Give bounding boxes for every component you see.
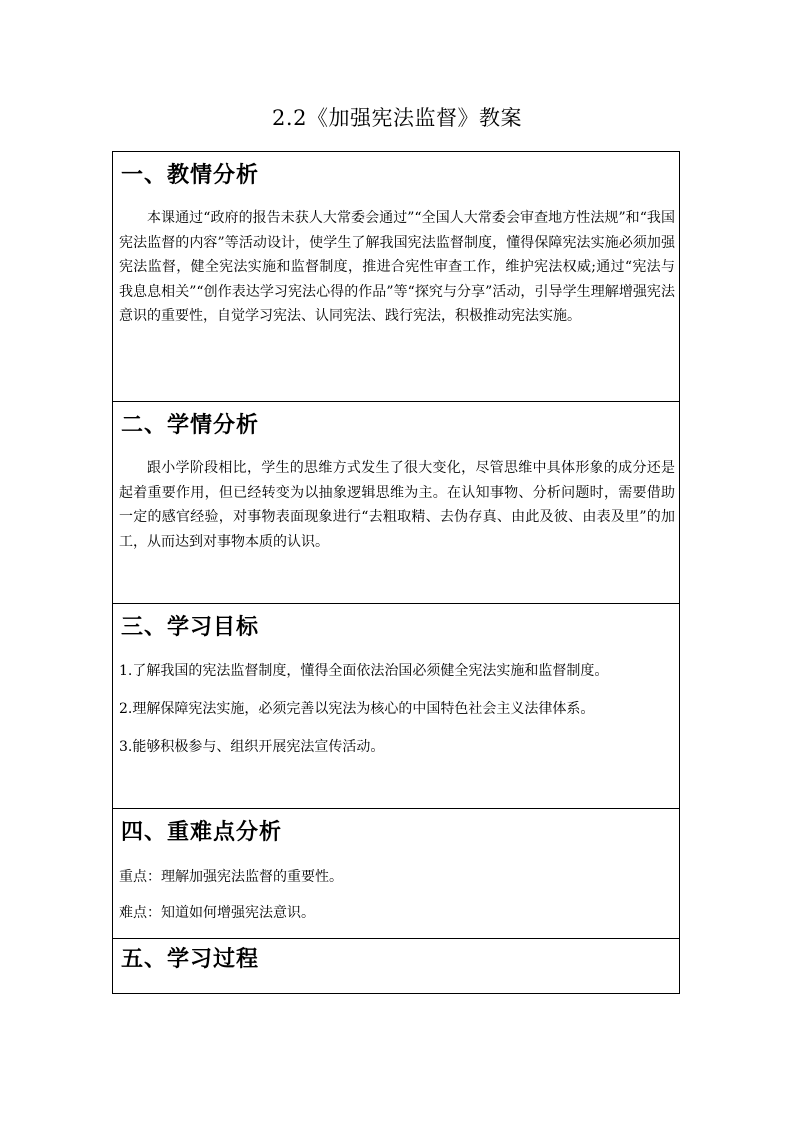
section-heading: 一、教情分析 [121,162,260,188]
list-item: 3.能够积极参与、组织开展宪法宣传活动。 [119,739,385,755]
section-heading: 二、学情分析 [121,412,260,438]
list-item: 难点：知道如何增强宪法意识。 [119,905,315,921]
list-item: 1.了解我国的宪法监督制度，懂得全面依法治国必须健全宪法实施和监督制度。 [119,663,609,679]
section-heading: 五、学习过程 [121,946,260,972]
section-paragraph: 跟小学阶段相比，学生的思维方式发生了很大变化，尽管思维中具体形象的成分还是起着重要作用，但已经转变为以抽象逻辑思维为主。在认知事物、分析问题时，需要借助一定的感官经验，对事物表面现象进行“去粗取精、去伪存真、由此及彼、由表及里”的加工，从而达到对事物本质的认识。 [119,460,675,550]
section-student-analysis [113,402,679,604]
section-heading: 三、学习目标 [121,614,260,640]
section-learning-objectives [113,604,679,809]
section-key-difficult-points [113,809,679,939]
section-heading: 四、重难点分析 [121,819,283,845]
list-item: 重点：理解加强宪法监督的重要性。 [119,869,343,885]
list-item: 2.理解保障宪法实施，必须完善以宪法为核心的中国特色社会主义法律体系。 [119,701,595,717]
lesson-plan-table [112,151,680,994]
section-teaching-analysis [113,152,679,402]
section-paragraph: 本课通过“政府的报告未获人大常委会通过”“全国人大常委会审查地方性法规”和“我国宪法监督的内容”等活动设计，使学生了解我国宪法监督制度，懂得保障宪法实施必须加强宪法监督，健全宪法实施和监督制度，推进合宪性审查工作，维护宪法权威;通过“宪法与我息息相关”“创作表达学习宪法心得的作品”等“探究与分享”活动，引导学生理解增强宪法意识的重要性，自觉学习宪法、认同宪法、践行宪法，积极推动宪法实施。 [119,210,675,324]
section-learning-process [113,939,679,993]
document-title: 2.2《加强宪法监督》教案 [272,106,522,130]
